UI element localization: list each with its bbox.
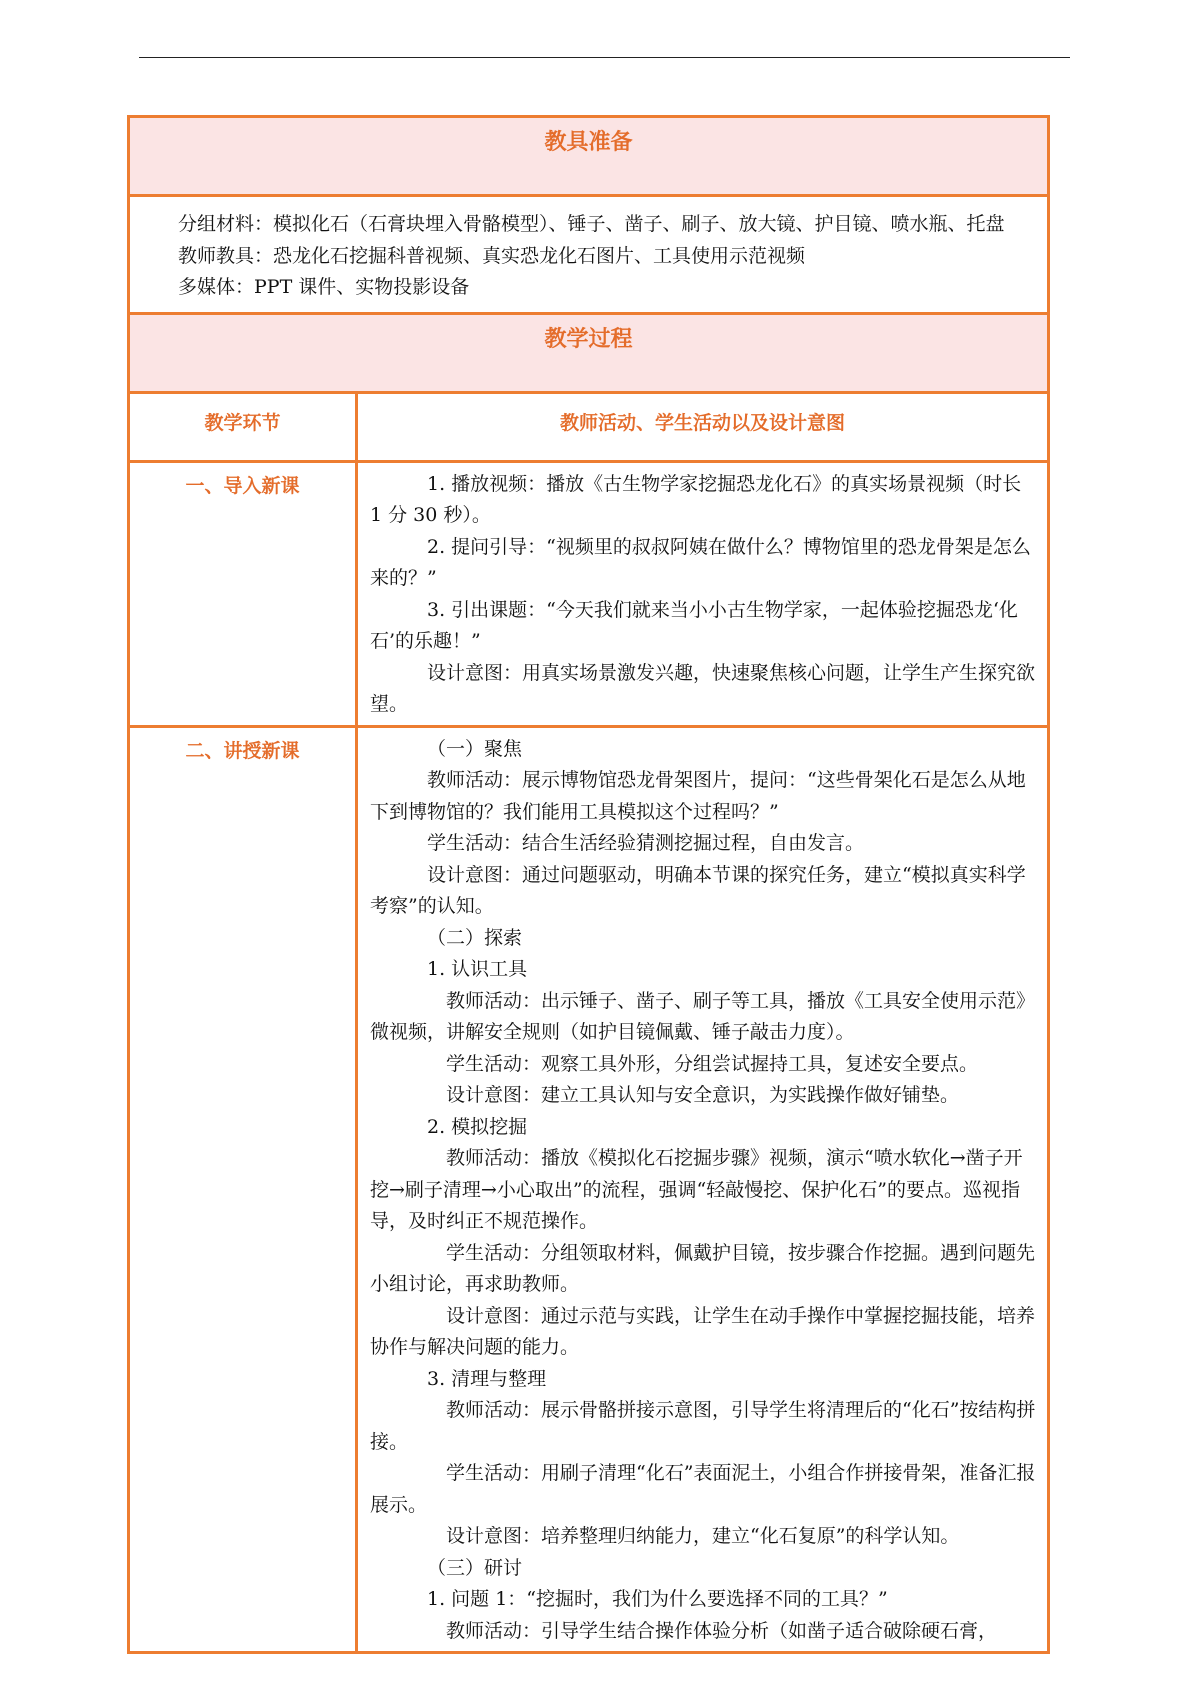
explore-step3-title: 3. 清理与整理: [427, 1367, 547, 1390]
subheading-discuss: （三）研讨: [427, 1556, 523, 1579]
header-rule: [139, 57, 1070, 58]
explore-step1-title: 1. 认识工具: [427, 958, 528, 980]
tools-intent: 设计意图：建立工具认知与安全意识，为实践操作做好铺垫。: [446, 1084, 960, 1106]
clean-student: 学生活动：用刷子清理“化石”表面泥土，小组合作拼接骨架，准备汇报展示。: [370, 1462, 1036, 1516]
intro-step-topic: 3. 引出课题：“今天我们就来当小小古生物学家，一起体验挖掘恐龙‘化石’的乐趣！”: [370, 598, 1018, 652]
prep-multimedia: 多媒体：PPT 课件、实物投影设备: [178, 276, 470, 298]
intro-design-intent: 设计意图：用真实场景激发兴趣，快速聚焦核心问题，让学生产生探究欲望。: [370, 661, 1036, 715]
lesson-plan-table: [127, 115, 1050, 1654]
discuss-question1: 1. 问题 1：“挖掘时，我们为什么要选择不同的工具？”: [427, 1588, 888, 1610]
intro-step-video: 1. 播放视频：播放《古生物学家挖掘恐龙化石》的真实场景视频（时长 1 分 30 秒）。: [370, 472, 1022, 526]
prep-materials-cell: [129, 196, 1049, 314]
clean-teacher: 教师活动：展示骨骼拼接示意图，引导学生将清理后的“化石”按结构拼接。: [370, 1399, 1036, 1453]
clean-intent: 设计意图：培养整理归纳能力，建立“化石复原”的科学认知。: [446, 1525, 960, 1547]
prep-teacher-tools: 教师教具：恐龙化石挖掘科普视频、真实恐龙化石图片、工具使用示范视频: [178, 244, 806, 267]
subheading-explore: （二）探索: [427, 926, 523, 949]
intro-step-question: 2. 提问引导：“视频里的叔叔阿姨在做什么？博物馆里的恐龙骨架是怎么来的？”: [370, 535, 1031, 589]
column-header-stage: 教学环节: [129, 392, 357, 461]
stage-content-intro: [357, 461, 1049, 726]
column-header-activities: 教师活动、学生活动以及设计意图: [357, 392, 1049, 461]
prep-group-materials: 分组材料：模拟化石（石膏块埋入骨骼模型）、锤子、凿子、刷子、放大镜、护目镜、喷水瓶、托盘: [178, 213, 1005, 235]
stage-content-new-lesson: [357, 726, 1049, 1653]
tools-teacher: 教师活动：出示锤子、凿子、刷子等工具，播放《工具安全使用示范》微视频，讲解安全规则（如护目镜佩戴、锤子敲击力度）。: [370, 989, 1036, 1043]
tools-student: 学生活动：观察工具外形，分组尝试握持工具，复述安全要点。: [446, 1052, 979, 1075]
focus-intent: 设计意图：通过问题驱动，明确本节课的探究任务，建立“模拟真实科学考察”的认知。: [370, 863, 1026, 917]
explore-step2-title: 2. 模拟挖掘: [427, 1115, 528, 1138]
dig-teacher: 教师活动：播放《模拟化石挖掘步骤》视频，演示“喷水软化→凿子开挖→刷子清理→小心取出”的流程，强调“轻敲慢挖、保护化石”的要点。巡视指导，及时纠正不规范操作。: [370, 1147, 1023, 1232]
subheading-focus: （一）聚焦: [427, 737, 523, 760]
dig-intent: 设计意图：通过示范与实践，让学生在动手操作中掌握挖掘技能，培养协作与解决问题的能力。: [370, 1304, 1036, 1358]
prep-section-title: 教具准备: [129, 117, 1049, 196]
focus-teacher: 教师活动：展示博物馆恐龙骨架图片，提问：“这些骨架化石是怎么从地下到博物馆的？我们能用工具模拟这个过程吗？”: [370, 769, 1026, 823]
stage-label-intro: 一、导入新课: [129, 461, 357, 726]
stage-label-new-lesson: 二、讲授新课: [129, 726, 357, 1653]
process-section-title: 教学过程: [129, 313, 1049, 392]
focus-student: 学生活动：结合生活经验猜测挖掘过程，自由发言。: [427, 832, 865, 854]
discuss-teacher: 教师活动：引导学生结合操作体验分析（如凿子适合破除硬石膏，: [446, 1619, 998, 1642]
dig-student: 学生活动：分组领取材料，佩戴护目镜，按步骤合作挖掘。遇到问题先小组讨论，再求助教师。: [370, 1241, 1036, 1295]
